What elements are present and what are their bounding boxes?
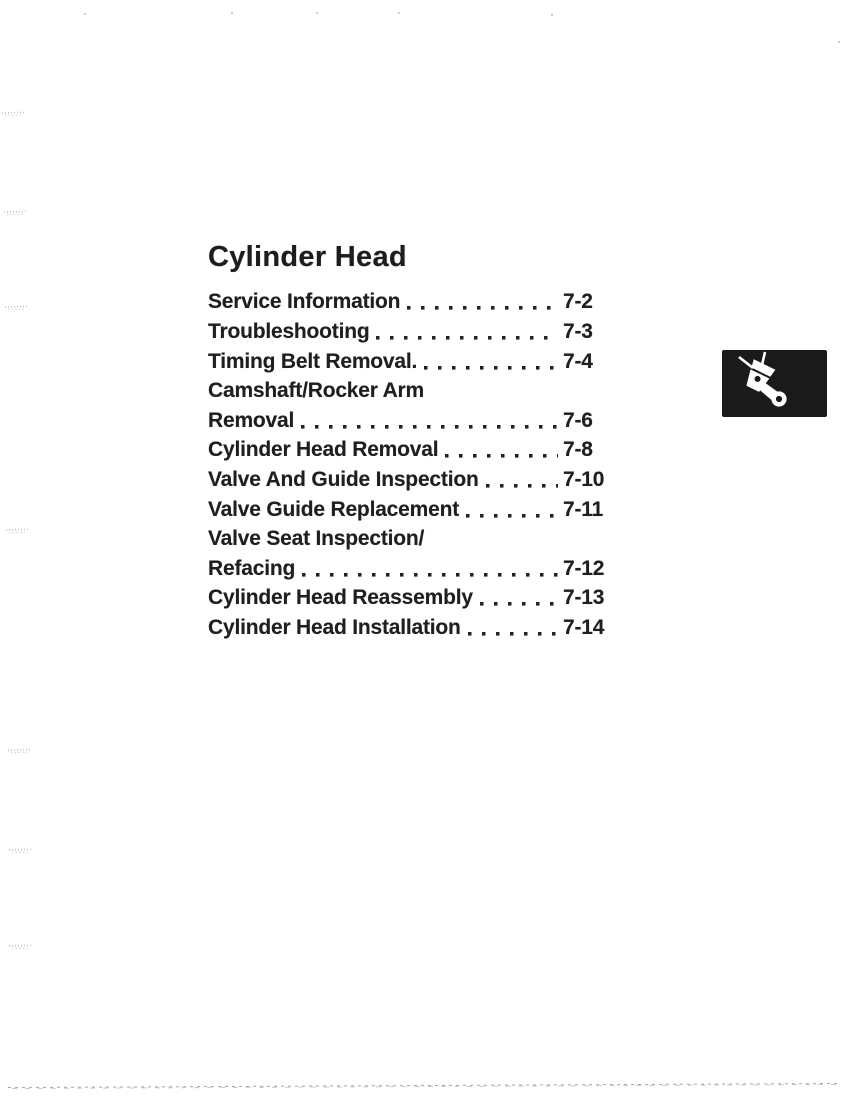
leader-dots bbox=[459, 495, 563, 525]
toc-entry-page bbox=[563, 376, 612, 406]
leader-dots bbox=[461, 613, 563, 643]
leader-dots bbox=[479, 465, 563, 495]
leader-dots bbox=[424, 524, 563, 554]
leader-dots bbox=[295, 554, 563, 584]
toc-entry-page: 7-6 bbox=[563, 408, 593, 432]
toc-entry-label: Timing Belt Removal. bbox=[208, 349, 418, 373]
toc-entry-page: 7-3 bbox=[563, 320, 593, 344]
leader-dots bbox=[424, 376, 563, 406]
toc-row bbox=[208, 554, 612, 584]
toc-entry-label: Camshaft/Rocker Arm bbox=[208, 379, 424, 403]
piston-icon bbox=[722, 350, 827, 417]
scan-speck bbox=[231, 12, 233, 14]
toc-entry-page bbox=[563, 524, 612, 554]
leader-dots bbox=[473, 583, 563, 613]
toc-row bbox=[208, 495, 612, 525]
scan-artifact bbox=[9, 849, 31, 856]
toc-entry-label: Cylinder Head Installation bbox=[208, 615, 461, 639]
toc-entry-label: Troubleshooting bbox=[208, 320, 370, 344]
toc-row bbox=[208, 406, 612, 436]
toc-entry-label: Refacing bbox=[208, 556, 296, 580]
scan-artifact bbox=[4, 211, 26, 218]
toc-row bbox=[208, 613, 612, 643]
leader-dots bbox=[400, 287, 563, 317]
toc-row-wrapped-head bbox=[208, 524, 612, 554]
toc-row-wrapped-head bbox=[208, 376, 612, 406]
toc-row bbox=[208, 435, 612, 465]
toc-entry-page: 7-8 bbox=[563, 438, 593, 462]
scan-speck bbox=[838, 41, 840, 43]
toc-entry-page: 7-14 bbox=[563, 615, 605, 639]
toc-entry-label: Cylinder Head Removal bbox=[208, 438, 439, 462]
scan-artifact bbox=[6, 529, 28, 536]
scan-artifact bbox=[5, 306, 27, 313]
toc-row bbox=[208, 347, 612, 377]
toc-entry-page: 7-4 bbox=[563, 349, 593, 373]
toc-entry-label: Valve Seat Inspection/ bbox=[208, 527, 425, 551]
page-title: Cylinder Head bbox=[208, 241, 407, 273]
leader-dots bbox=[438, 435, 563, 465]
toc-entry-page: 7-12 bbox=[563, 556, 605, 580]
toc-row bbox=[208, 317, 612, 347]
toc-entry-label: Removal bbox=[208, 408, 295, 432]
toc-entry-page: 7-10 bbox=[563, 468, 605, 491]
scan-artifact bbox=[2, 112, 24, 119]
scan-speck bbox=[551, 14, 553, 16]
toc-entry-page: 7-13 bbox=[563, 586, 605, 610]
scan-speck bbox=[84, 13, 86, 15]
toc-entry-page: 7-11 bbox=[563, 497, 604, 521]
table-of-contents bbox=[208, 287, 612, 642]
toc-entry-label: Valve Guide Replacement bbox=[208, 497, 460, 521]
toc-entry-label: Service Information bbox=[208, 290, 401, 314]
toc-row bbox=[208, 465, 612, 495]
leader-dots bbox=[369, 317, 563, 347]
leader-dots bbox=[417, 347, 563, 377]
toc-entry-label: Cylinder Head Reassembly bbox=[208, 586, 473, 610]
leader-dots bbox=[294, 406, 563, 436]
perforation-line bbox=[8, 1083, 839, 1089]
scan-speck bbox=[398, 12, 400, 14]
toc-section bbox=[208, 242, 612, 643]
scan-artifact bbox=[8, 749, 30, 756]
scan-artifact bbox=[9, 945, 31, 952]
toc-entry-page: 7-2 bbox=[563, 290, 593, 314]
toc-row bbox=[208, 583, 612, 613]
toc-row bbox=[208, 287, 612, 317]
toc-entry-label: Valve And Guide Inspection bbox=[208, 468, 479, 491]
scan-speck bbox=[316, 12, 318, 14]
